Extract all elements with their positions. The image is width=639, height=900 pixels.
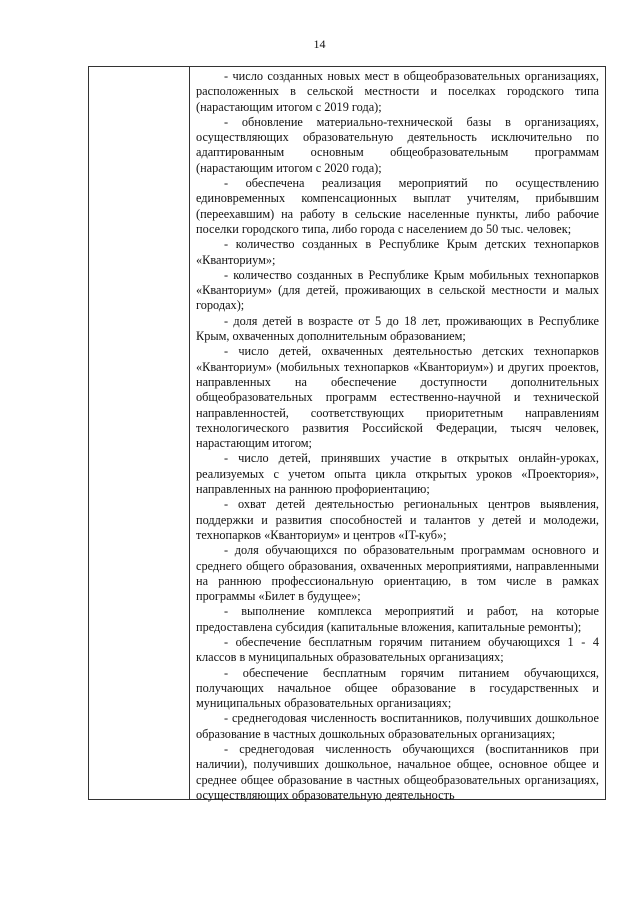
page-number: 14	[313, 37, 326, 51]
list-item: - выполнение комплекса мероприятий и работ, на которые предоставлена субсидия (капитальные вложения, капитальные ремонты);	[196, 604, 599, 634]
table-right-column	[196, 69, 599, 803]
list-item: - доля детей в возрасте от 5 до 18 лет, проживающих в Республике Крым, охваченных дополнительным образованием;	[196, 313, 599, 344]
list-item: - количество созданных в Республике Крым детских технопарков «Кванториум»;	[196, 237, 599, 267]
list-item: - обеспечена реализация мероприятий по осуществлению единовременных компенсационных выплат учителям, прибывшим (переехавшим) на работу в сельские населенные пункты, либо рабочие поселки городского типа, либо города с населением до 50 тыс. человек;	[196, 176, 599, 236]
list-item: - количество созданных в Республике Крым мобильных технопарков «Кванториум» (для детей, проживающих в сельской местности и малых городах);	[196, 267, 599, 313]
list-item: - число созданных новых мест в общеобразовательных организациях, расположенных в сельской местности и поселках городского типа (нарастающим итогом с 2019 года);	[196, 69, 599, 114]
list-item: - число детей, принявших участие в открытых онлайн-уроках, реализуемых с учетом опыта цикла открытых уроков «Проектория», направленных на раннюю профориентацию;	[196, 451, 599, 497]
list-item: - число детей, охваченных деятельностью детских технопарков «Кванториум» (мобильных технопарков «Кванториум») и других проектов, направленных на обеспечение доступности дополнительных общеобразовательных программ естественно-научной и технической направленностей, соответствующих приоритетным направлениям технологического развития Российской Федерации, тысяч человек, нарастающим итогом;	[196, 344, 599, 451]
list-item: - обеспечение бесплатным горячим питанием обучающихся 1 - 4 классов в муниципальных образовательных организациях;	[196, 634, 599, 665]
table-left-column	[89, 67, 190, 799]
list-item: - обновление материально-технической базы в организациях, осуществляющих образовательную деятельность исключительно по адаптированным основным общеобразовательным программам (нарастающим итогом с 2020 года);	[196, 114, 599, 175]
list-item: - охват детей деятельностью региональных центров выявления, поддержки и развития способностей и талантов у детей и молодежи, технопарков «Кванториум» и центров «IT-куб»;	[196, 497, 599, 542]
list-item: - обеспечение бесплатным горячим питанием обучающихся, получающих начальное общее образование в государственных и муниципальных образовательных организациях;	[196, 665, 599, 711]
indicator-table	[88, 66, 606, 800]
list-item: - доля обучающихся по образовательным программам основного и среднего общего образования, охваченных мероприятиями, направленными на раннюю профессиональную ориентацию, в том числе в рамках программы «Билет в будущее»;	[196, 543, 599, 604]
list-item: - среднегодовая численность воспитанников, получивших дошкольное образование в частных дошкольных образовательных организациях;	[196, 711, 599, 741]
list-item: - среднегодовая численность обучающихся (воспитанников при наличии), получивших дошкольное, начальное общее, основное общее и среднее общее образование в частных общеобразовательных организациях, осуществляющих образовательную деятельность	[196, 742, 599, 802]
